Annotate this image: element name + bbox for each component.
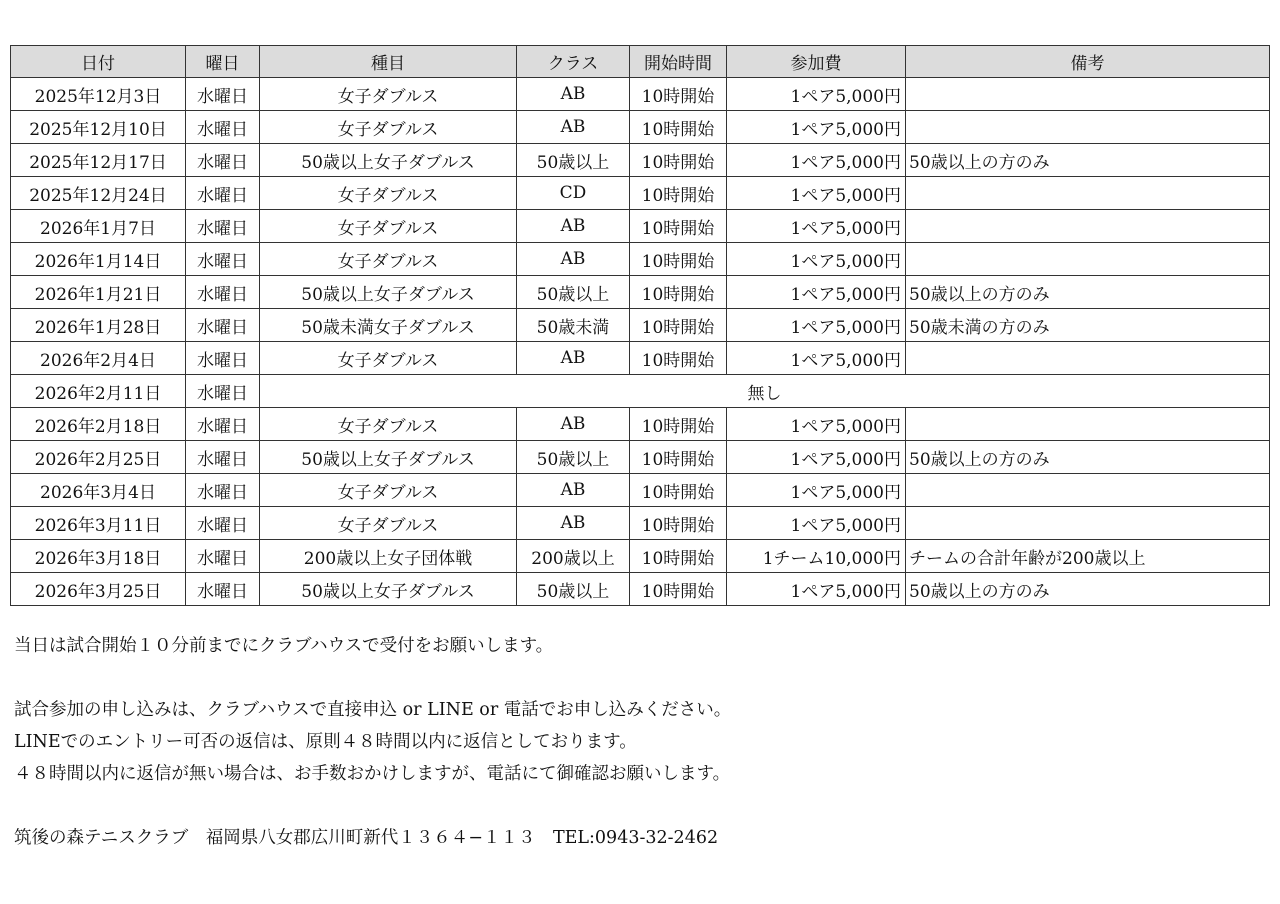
fee-cell: 1ペア5,000円 xyxy=(727,408,906,441)
reception-note: 当日は試合開始１０分前までにクラブハウスで受付をお願いします。 xyxy=(14,636,554,656)
table-row xyxy=(11,111,1270,144)
table-row xyxy=(11,573,1270,606)
date-cell: 2026年1月28日 xyxy=(11,309,186,342)
day-cell: 水曜日 xyxy=(186,309,260,342)
note-cell xyxy=(906,111,1270,144)
class-cell: AB xyxy=(517,210,630,243)
table-row xyxy=(11,144,1270,177)
note-cell: 50歳未満の方のみ xyxy=(906,309,1270,342)
day-cell: 水曜日 xyxy=(186,507,260,540)
date-cell: 2026年3月25日 xyxy=(11,573,186,606)
notes-section xyxy=(14,630,1264,854)
no-reply-note: ４８時間以内に返信が無い場合は、お手数おかけしますが、電話にて御確認お願いします。 xyxy=(14,764,731,784)
table-row xyxy=(11,276,1270,309)
day-cell: 水曜日 xyxy=(186,441,260,474)
table-row xyxy=(11,243,1270,276)
fee-cell: 1ペア5,000円 xyxy=(727,276,906,309)
class-cell: 50歳以上 xyxy=(517,144,630,177)
fee-cell: 1チーム10,000円 xyxy=(727,540,906,573)
event-cell: 50歳未満女子ダブルス xyxy=(260,309,517,342)
date-cell: 2026年1月7日 xyxy=(11,210,186,243)
note-cell xyxy=(906,408,1270,441)
class-cell: AB xyxy=(517,342,630,375)
fee-cell: 1ペア5,000円 xyxy=(727,78,906,111)
event-cell: 女子ダブルス xyxy=(260,507,517,540)
note-cell xyxy=(906,177,1270,210)
table-row xyxy=(11,342,1270,375)
note-cell: 50歳以上の方のみ xyxy=(906,276,1270,309)
event-header: 種目 xyxy=(260,46,517,78)
club-info: 筑後の森テニスクラブ 福岡県八女郡広川町新代１３６４−１１３ TEL:0943-32-2462 xyxy=(14,828,719,848)
event-cell: 女子ダブルス xyxy=(260,474,517,507)
fee-cell: 1ペア5,000円 xyxy=(727,177,906,210)
class-cell: AB xyxy=(517,111,630,144)
start-cell: 10時開始 xyxy=(630,573,727,606)
day-cell: 水曜日 xyxy=(186,276,260,309)
note-cell xyxy=(906,210,1270,243)
class-cell: AB xyxy=(517,474,630,507)
event-cell: 50歳以上女子ダブルス xyxy=(260,144,517,177)
date-cell: 2026年2月4日 xyxy=(11,342,186,375)
note-cell xyxy=(906,507,1270,540)
start-cell: 10時開始 xyxy=(630,210,727,243)
start-cell: 10時開始 xyxy=(630,177,727,210)
class-cell: AB xyxy=(517,243,630,276)
event-cell: 女子ダブルス xyxy=(260,408,517,441)
event-cell: 50歳以上女子ダブルス xyxy=(260,276,517,309)
event-cell: 200歳以上女子団体戦 xyxy=(260,540,517,573)
note-cell xyxy=(906,474,1270,507)
day-cell: 水曜日 xyxy=(186,78,260,111)
event-cell: 女子ダブルス xyxy=(260,78,517,111)
table-row xyxy=(11,474,1270,507)
fee-cell: 1ペア5,000円 xyxy=(727,111,906,144)
note-cell: チームの合計年齢が200歳以上 xyxy=(906,540,1270,573)
start-cell: 10時開始 xyxy=(630,474,727,507)
schedule-table xyxy=(10,45,1270,606)
day-cell: 水曜日 xyxy=(186,243,260,276)
apply-note: 試合参加の申し込みは、クラブハウスで直接申込 or LINE or 電話でお申し込みください。 xyxy=(14,700,732,720)
fee-cell: 1ペア5,000円 xyxy=(727,144,906,177)
class-cell: AB xyxy=(517,408,630,441)
table-row xyxy=(11,408,1270,441)
start-cell: 10時開始 xyxy=(630,276,727,309)
note-cell xyxy=(906,342,1270,375)
class-cell: 50歳未満 xyxy=(517,309,630,342)
day-cell: 水曜日 xyxy=(186,408,260,441)
start-cell: 10時開始 xyxy=(630,408,727,441)
fee-cell: 1ペア5,000円 xyxy=(727,210,906,243)
event-cell: 女子ダブルス xyxy=(260,342,517,375)
event-cell: 女子ダブルス xyxy=(260,243,517,276)
line-reply-note: LINEでのエントリー可否の返信は、原則４８時間以内に返信としております。 xyxy=(14,732,637,752)
class-cell: CD xyxy=(517,177,630,210)
start-cell: 10時開始 xyxy=(630,111,727,144)
start-cell: 10時開始 xyxy=(630,507,727,540)
class-cell: 50歳以上 xyxy=(517,441,630,474)
date-cell: 2025年12月3日 xyxy=(11,78,186,111)
event-cell: 女子ダブルス xyxy=(260,111,517,144)
start-cell: 10時開始 xyxy=(630,78,727,111)
date-cell: 2025年12月24日 xyxy=(11,177,186,210)
date-cell: 2026年2月11日 xyxy=(11,375,186,408)
event-cell: 50歳以上女子ダブルス xyxy=(260,573,517,606)
table-row xyxy=(11,540,1270,573)
day-cell: 水曜日 xyxy=(186,177,260,210)
fee-cell: 1ペア5,000円 xyxy=(727,309,906,342)
day-cell: 水曜日 xyxy=(186,474,260,507)
date-cell: 2026年1月21日 xyxy=(11,276,186,309)
note-cell xyxy=(906,243,1270,276)
fee-cell: 1ペア5,000円 xyxy=(727,474,906,507)
start-cell: 10時開始 xyxy=(630,243,727,276)
table-header-row xyxy=(11,46,1270,78)
note-header: 備考 xyxy=(906,46,1270,78)
date-cell: 2026年3月11日 xyxy=(11,507,186,540)
no-event-cell: 無し xyxy=(260,375,1270,408)
start-header: 開始時間 xyxy=(630,46,727,78)
class-cell: AB xyxy=(517,78,630,111)
date-header: 日付 xyxy=(11,46,186,78)
day-cell: 水曜日 xyxy=(186,111,260,144)
day-cell: 水曜日 xyxy=(186,342,260,375)
table-row xyxy=(11,78,1270,111)
table-body xyxy=(11,78,1270,606)
date-cell: 2026年3月4日 xyxy=(11,474,186,507)
table-row xyxy=(11,210,1270,243)
day-cell: 水曜日 xyxy=(186,144,260,177)
table-row xyxy=(11,375,1270,408)
day-header: 曜日 xyxy=(186,46,260,78)
fee-cell: 1ペア5,000円 xyxy=(727,573,906,606)
class-cell: 50歳以上 xyxy=(517,573,630,606)
note-cell xyxy=(906,78,1270,111)
day-cell: 水曜日 xyxy=(186,573,260,606)
fee-cell: 1ペア5,000円 xyxy=(727,507,906,540)
day-cell: 水曜日 xyxy=(186,540,260,573)
start-cell: 10時開始 xyxy=(630,540,727,573)
event-cell: 50歳以上女子ダブルス xyxy=(260,441,517,474)
fee-cell: 1ペア5,000円 xyxy=(727,441,906,474)
class-cell: 200歳以上 xyxy=(517,540,630,573)
fee-header: 参加費 xyxy=(727,46,906,78)
class-cell: AB xyxy=(517,507,630,540)
start-cell: 10時開始 xyxy=(630,144,727,177)
start-cell: 10時開始 xyxy=(630,309,727,342)
day-cell: 水曜日 xyxy=(186,210,260,243)
note-cell: 50歳以上の方のみ xyxy=(906,573,1270,606)
table-row xyxy=(11,507,1270,540)
date-cell: 2025年12月17日 xyxy=(11,144,186,177)
table-row xyxy=(11,177,1270,210)
date-cell: 2026年3月18日 xyxy=(11,540,186,573)
date-cell: 2025年12月10日 xyxy=(11,111,186,144)
date-cell: 2026年2月25日 xyxy=(11,441,186,474)
start-cell: 10時開始 xyxy=(630,441,727,474)
fee-cell: 1ペア5,000円 xyxy=(727,243,906,276)
table-row xyxy=(11,309,1270,342)
date-cell: 2026年1月14日 xyxy=(11,243,186,276)
day-cell: 水曜日 xyxy=(186,375,260,408)
table-row xyxy=(11,441,1270,474)
class-header: クラス xyxy=(517,46,630,78)
event-cell: 女子ダブルス xyxy=(260,210,517,243)
start-cell: 10時開始 xyxy=(630,342,727,375)
class-cell: 50歳以上 xyxy=(517,276,630,309)
event-cell: 女子ダブルス xyxy=(260,177,517,210)
note-cell: 50歳以上の方のみ xyxy=(906,441,1270,474)
fee-cell: 1ペア5,000円 xyxy=(727,342,906,375)
note-cell: 50歳以上の方のみ xyxy=(906,144,1270,177)
date-cell: 2026年2月18日 xyxy=(11,408,186,441)
